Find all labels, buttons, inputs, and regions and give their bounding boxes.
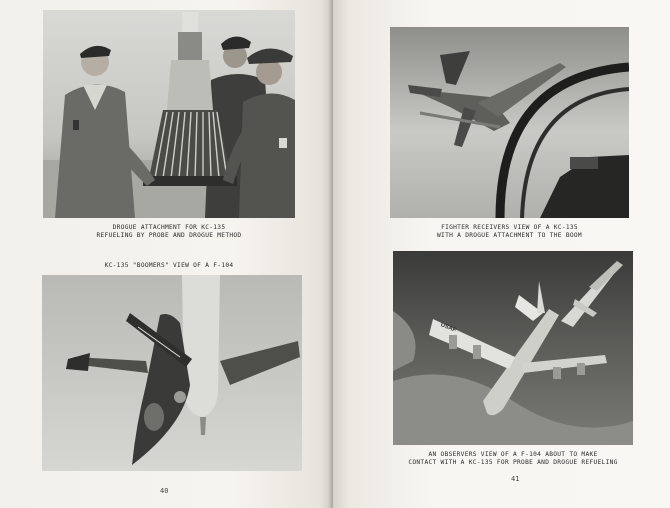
right-page	[333, 0, 670, 508]
caption-line-1: AN OBSERVERS VIEW OF A F-104 ABOUT TO MAKE	[428, 451, 598, 458]
caption-drogue-attachment	[43, 224, 295, 240]
fighter-view-image	[390, 27, 629, 218]
photo-observers-view	[393, 251, 633, 445]
drogue-crew-image	[43, 10, 295, 218]
caption-line-1: DROGUE ATTACHMENT FOR KC-135	[112, 224, 226, 231]
usaf-marking: USAF	[439, 322, 457, 334]
title-line: KC-135 "BOOMERS" VIEW OF A F-104	[104, 262, 234, 269]
photo-drogue-crew	[43, 10, 295, 218]
caption-observers-view	[393, 451, 633, 467]
observers-view-image	[393, 251, 633, 445]
photo-fighter-receivers-view	[390, 27, 629, 218]
caption-line-2: REFUELING BY PROBE AND DROGUE METHOD	[96, 232, 242, 239]
photo-boomers-view	[42, 275, 302, 471]
title-boomers-view	[43, 262, 295, 270]
boomers-view-image	[42, 275, 302, 471]
caption-fighter-receivers	[390, 224, 629, 240]
caption-line-1: FIGHTER RECEIVERS VIEW OF A KC-135	[441, 224, 578, 231]
page-number-left: 40	[160, 487, 169, 495]
caption-line-2: WITH A DROGUE ATTACHMENT TO THE BOOM	[437, 232, 582, 239]
left-page	[0, 0, 333, 508]
caption-line-2: CONTACT WITH A KC-135 FOR PROBE AND DROGUE REFUELING	[408, 459, 618, 466]
page-number-right: 41	[511, 475, 520, 483]
